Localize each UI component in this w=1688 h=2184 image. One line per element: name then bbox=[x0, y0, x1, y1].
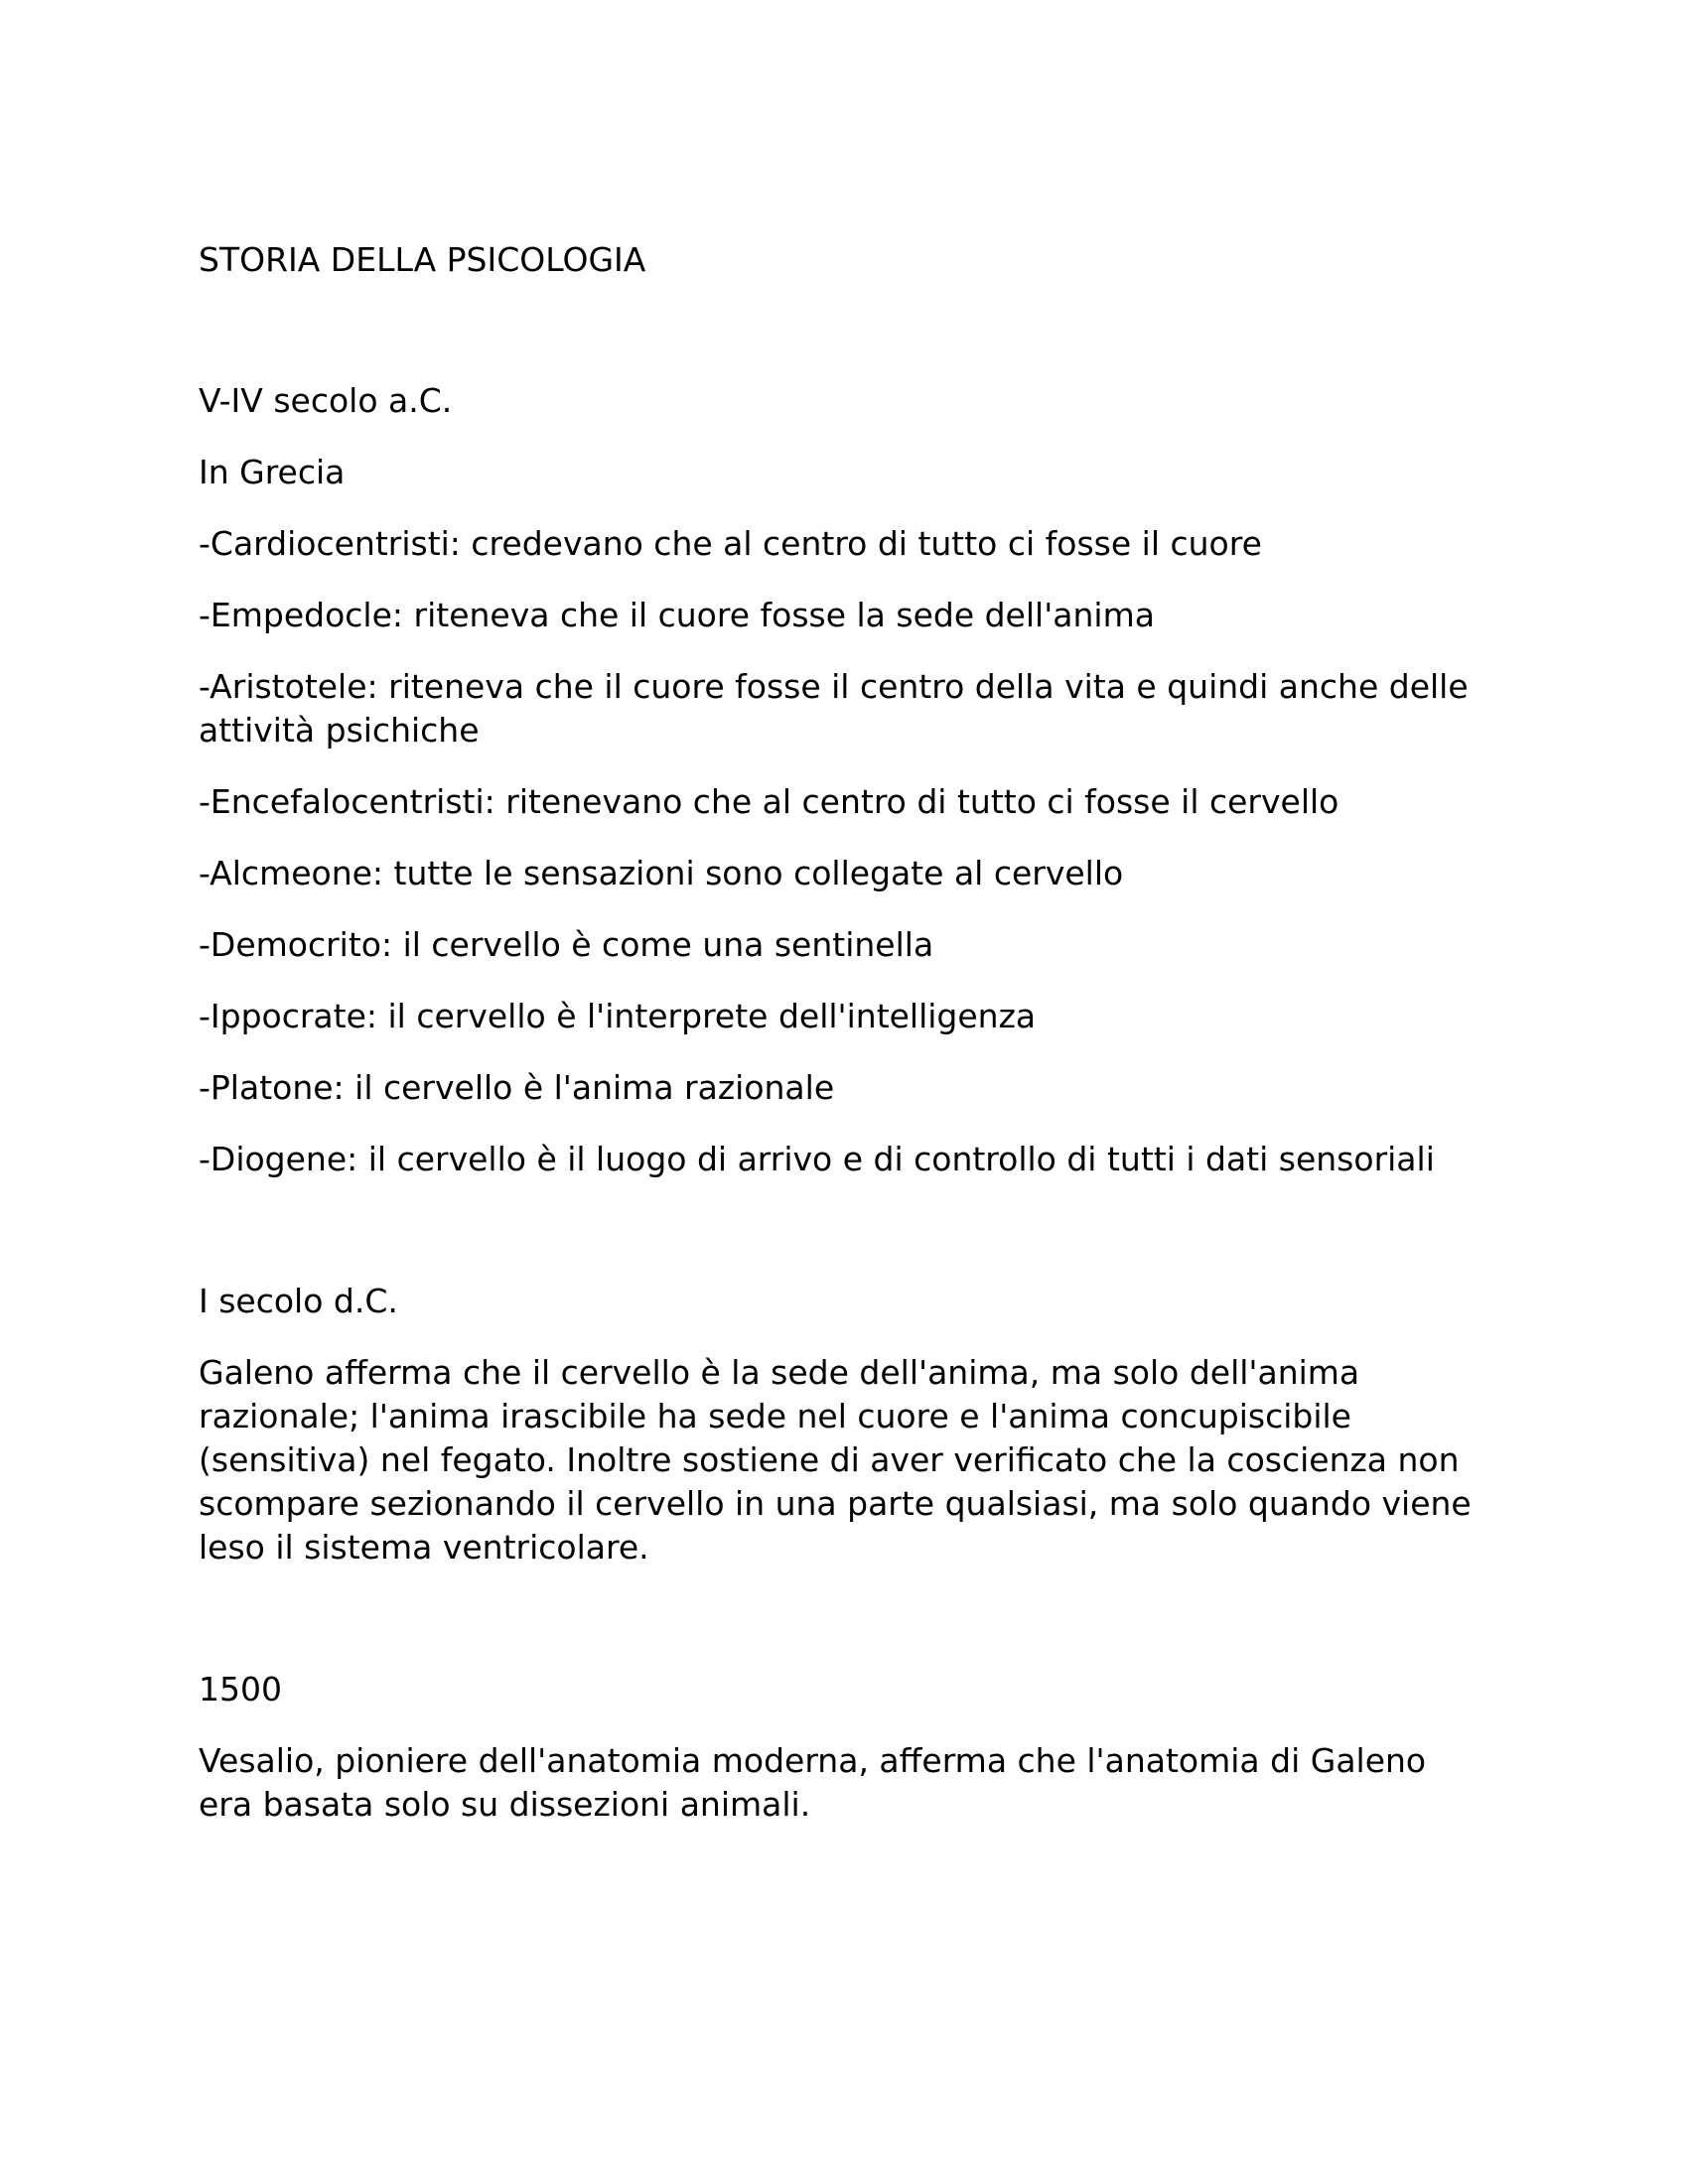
list-item: -Diogene: il cervello è il luogo di arrivo e di controllo di tutti i dati sensoriali bbox=[199, 1140, 1435, 1178]
section-1500 bbox=[199, 1668, 1489, 1827]
list-item: -Platone: il cervello è l'anima razionale bbox=[199, 1068, 835, 1107]
section-i-secolo bbox=[199, 1280, 1489, 1570]
section-v-iv-secolo bbox=[199, 379, 1489, 1181]
list-item: -Alcmeone: tutte le sensazioni sono collegate al cervello bbox=[199, 854, 1124, 892]
body-paragraph: Vesalio, pioniere dell'anatomia moderna, afferma che l'anatomia di Galeno era basata solo su dissezioni animali. bbox=[199, 1741, 1427, 1824]
body-paragraph: Galeno afferma che il cervello è la sede dell'anima, ma solo dell'anima razionale; l'anima irascibile ha sede nel cuore e l'anima concupiscibile (sensitiva) nel fegato. Inoltre sostiene di aver verificato che la coscienza non scompare sezionando il cervello in una parte qualsiasi, ma solo quando viene leso il sistema ventricolare. bbox=[199, 1353, 1472, 1567]
list-item: -Empedocle: riteneva che il cuore fosse la sede dell'anima bbox=[199, 596, 1155, 634]
list-item: -Encefalocentristi: ritenevano che al centro di tutto ci fosse il cervello bbox=[199, 782, 1339, 821]
document-title: STORIA DELLA PSICOLOGIA bbox=[199, 240, 646, 279]
list-item: -Ippocrate: il cervello è l'interprete dell'intelligenza bbox=[199, 997, 1037, 1035]
section-spacer bbox=[199, 1570, 1489, 1668]
document-content bbox=[199, 238, 1489, 1827]
section-heading: V-IV secolo a.C. bbox=[199, 381, 453, 420]
list-item: -Democrito: il cervello è come una sentinella bbox=[199, 925, 934, 964]
section-heading: 1500 bbox=[199, 1670, 282, 1708]
list-item: -Cardiocentristi: credevano che al centro di tutto ci fosse il cuore bbox=[199, 524, 1262, 563]
section-heading: I secolo d.C. bbox=[199, 1282, 398, 1320]
list-item: -Aristotele: riteneva che il cuore fosse il centro della vita e quindi anche delle attività psichiche bbox=[199, 667, 1469, 750]
section-spacer bbox=[199, 1181, 1489, 1280]
list-item: In Grecia bbox=[199, 453, 346, 491]
